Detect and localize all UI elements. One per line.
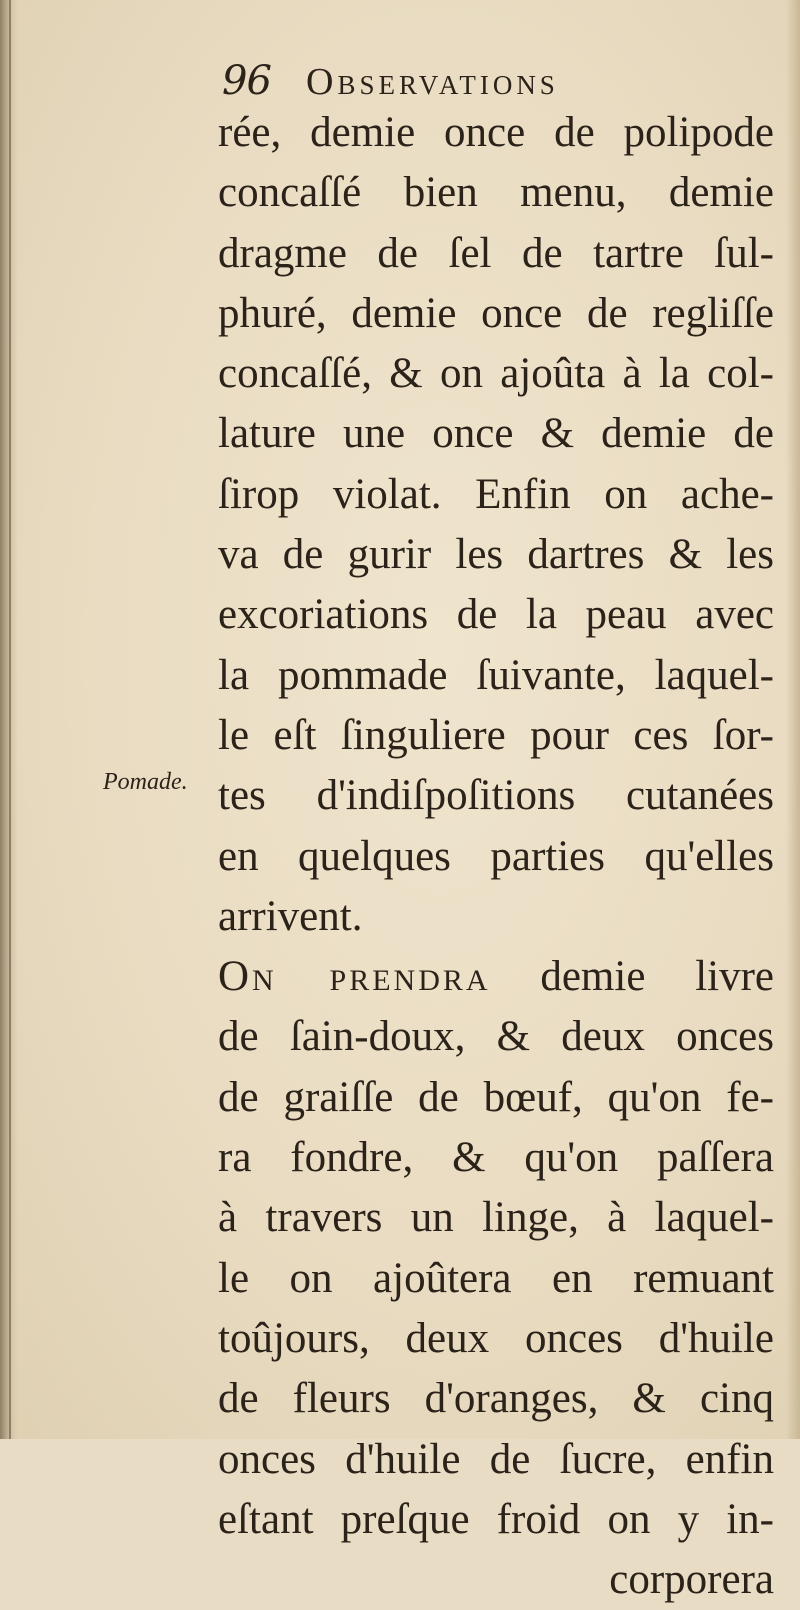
text-line: tes d'indiſpoſitions cutanées xyxy=(218,772,774,820)
text-line: le eſt ſinguliere pour ces ſor- xyxy=(218,711,774,759)
page-number: 96 xyxy=(222,58,271,104)
text-line: eſtant preſque froid on y in- xyxy=(218,1495,774,1543)
text-line: de fleurs d'oranges, & cinq xyxy=(218,1375,774,1423)
text-line: va de gurir les dartres & les xyxy=(218,531,774,579)
text-line: arrivent. xyxy=(218,892,363,940)
text-line: la pommade ſuivante, laquel- xyxy=(218,651,774,699)
text-line: concaſſé, & on ajoûta à la col- xyxy=(218,350,774,398)
text-line: ſirop violat. Enfin on ache- xyxy=(218,470,774,518)
text-line: en quelques parties qu'elles xyxy=(218,832,774,880)
text-line: onces d'huile de ſucre, enfin xyxy=(218,1435,774,1483)
paragraph-opening-line xyxy=(218,947,774,1007)
text-line: phuré, demie once de regliſſe xyxy=(218,289,774,337)
catchword: corporera xyxy=(609,1556,774,1604)
text-line: ra fondre, & qu'on paſſera xyxy=(218,1134,774,1182)
text-line: de graiſſe de bœuf, qu'on fe- xyxy=(218,1073,774,1121)
text-line: concaſſé bien menu, demie xyxy=(218,169,774,217)
text-line: rée, demie once de polipode xyxy=(218,109,774,156)
gutter-line xyxy=(9,0,11,1439)
body-text xyxy=(218,103,774,1610)
text-line: lature une once & demie de xyxy=(218,410,774,458)
running-title: Observations xyxy=(306,61,559,103)
opening-line-rest: demie livre xyxy=(540,953,774,1001)
page-edge xyxy=(786,0,800,1439)
text-line: à travers un linge, à laquel- xyxy=(218,1194,774,1242)
small-caps-lead: On prendra xyxy=(218,953,491,1001)
text-line: excoriations de la peau avec xyxy=(218,591,774,639)
marginal-note: Pomade. xyxy=(103,769,188,795)
text-line: dragme de ſel de tartre ſul- xyxy=(218,229,774,277)
text-line: de ſain-doux, & deux onces xyxy=(218,1013,774,1061)
text-line: toûjours, deux onces d'huile xyxy=(218,1314,774,1362)
text-line: le on ajoûtera en remuant xyxy=(218,1254,774,1302)
